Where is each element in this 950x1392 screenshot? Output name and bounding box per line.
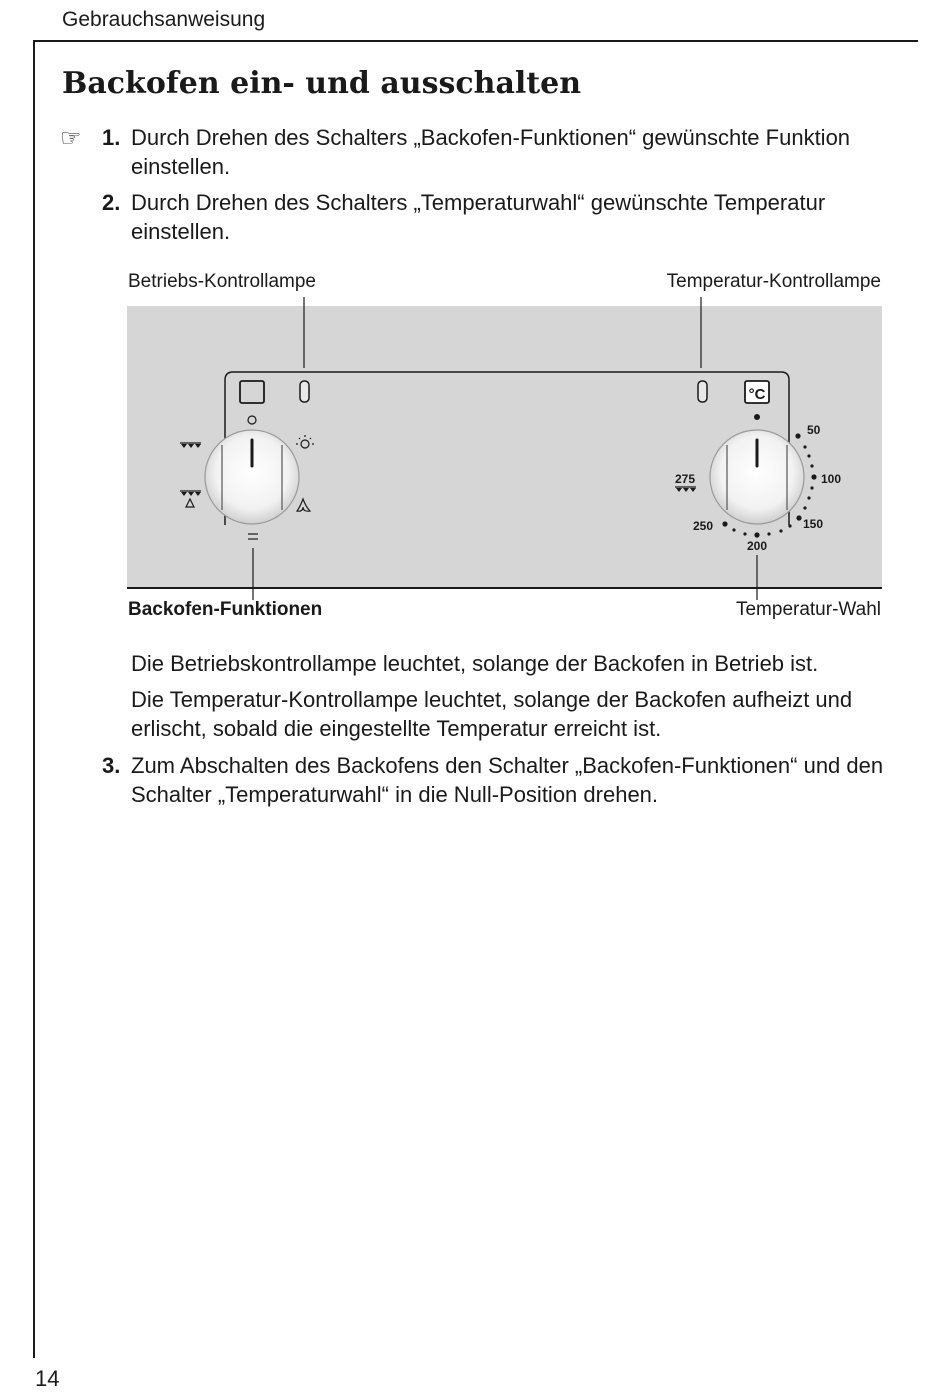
temp-mark-150: 150	[803, 517, 824, 531]
pointing-hand-icon: ☞	[60, 125, 82, 152]
step-number: 1.	[102, 125, 121, 150]
oven-functions-label: Backofen-Funktionen	[128, 599, 323, 620]
temp-mark-100: 100	[821, 472, 842, 486]
control-panel-diagram	[0, 0, 950, 640]
step-3	[102, 751, 892, 809]
temperature-lamp	[698, 381, 707, 402]
oven-functions-knob[interactable]	[205, 430, 299, 524]
running-header: Gebrauchsanweisung	[62, 8, 266, 31]
step-text: Durch Drehen des Schalters „Temperaturwahl“ gewünschte Temperatur einstellen.	[131, 190, 826, 244]
step-number: 3.	[102, 753, 121, 778]
operating-lamp	[300, 381, 309, 402]
step-text: Durch Drehen des Schalters „Backofen-Funktionen“ gewünschte Funktion einstellen.	[131, 125, 851, 179]
temperature-lamp-label: Temperatur-Kontrollampe	[666, 271, 881, 292]
celsius-symbol: °C	[748, 386, 766, 403]
temperature-knob[interactable]	[710, 430, 804, 524]
section-title: Backofen ein- und ausschalten	[62, 66, 582, 101]
temp-mark-200: 200	[746, 539, 768, 553]
paragraph-temperature-lamp: Die Temperatur-Kontrollampe leuchtet, solange der Backofen aufheizt und erlischt, sobald die eingestellte Temperatur erreicht ist.	[131, 687, 853, 741]
zero-position-dot	[754, 414, 760, 420]
page-number: 14	[35, 1366, 60, 1391]
paragraph-operating-lamp: Die Betriebskontrollampe leuchtet, solange der Backofen in Betrieb ist.	[131, 651, 819, 676]
temperature-select-label: Temperatur-Wahl	[735, 599, 881, 620]
temp-mark-250: 250	[692, 519, 713, 533]
step-number: 2.	[102, 190, 121, 215]
operating-lamp-label: Betriebs-Kontrollampe	[128, 271, 316, 292]
step-text: Zum Abschalten des Backofens den Schalter „Backofen-Funktionen“ und den Schalter „Temperaturwahl“ in die Null-Position drehen.	[131, 753, 884, 807]
temp-mark-50: 50	[807, 423, 821, 437]
temp-mark-275: 275	[674, 472, 696, 486]
